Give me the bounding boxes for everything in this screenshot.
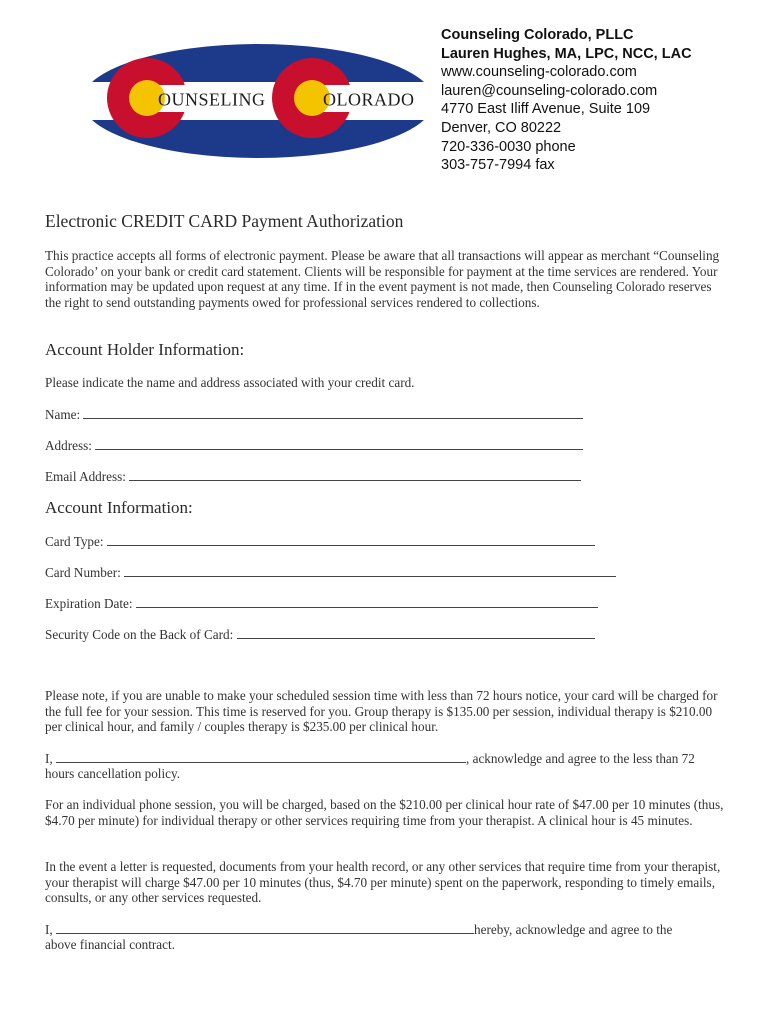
email-field[interactable]: [45, 468, 581, 485]
expiration-line[interactable]: [136, 595, 598, 608]
email-link[interactable]: lauren@counseling-colorado.com: [441, 82, 658, 99]
security-code-line[interactable]: [237, 626, 595, 639]
ack1-continuation: hours cancellation policy.: [45, 766, 181, 781]
ack2-suffix: hereby, acknowledge and agree to the: [474, 922, 673, 937]
name-line[interactable]: [83, 406, 583, 419]
ack-financial-field[interactable]: [45, 921, 672, 938]
email-label: Email Address:: [45, 469, 126, 484]
logo-word-1: OUNSELING: [158, 89, 266, 110]
ack1-prefix: I,: [45, 751, 53, 766]
card-number-field[interactable]: [45, 564, 616, 581]
form-title: Electronic CREDIT CARD Payment Authorization: [45, 211, 404, 231]
expiration-field[interactable]: [45, 595, 598, 612]
card-number-label: Card Number:: [45, 565, 121, 580]
card-type-label: Card Type:: [45, 534, 104, 549]
letter-paragraph: In the event a letter is requested, documents from your health record, or any other services that require time from your therapist, your therapist will charge $47.00 per 10 minutes (thus, $4.70 per minute) spent on the paperwork, responding to timely emails, consults, or any other services requested.: [45, 859, 721, 906]
expiration-label: Expiration Date:: [45, 596, 133, 611]
account-holder-heading: Account Holder Information:: [45, 340, 245, 359]
name-field[interactable]: [45, 406, 583, 423]
contact-block: [441, 26, 692, 175]
address-field[interactable]: [45, 437, 583, 454]
phone-session-paragraph: For an individual phone session, you will be charged, based on the $210.00 per clinical hour rate of $47.00 per 10 minutes (thus, $4.70 per minute) for individual therapy or other services requiring time from your therapist. A clinical hour is 45 minutes.: [45, 797, 724, 828]
ack1-suffix: , acknowledge and agree to the less than 72: [466, 751, 695, 766]
intro-paragraph: This practice accepts all forms of electronic payment. Please be aware that all transactions will appear as merchant “Counseling Colorado’ on your bank or credit card statement. Clients will be responsible for payment at the time services are rendered. Your information may be updated upon request at any time. If in the event payment is not made, then Counseling Colorado reserves the right to send outstanding payments owed for professional services rendered to collections.: [45, 248, 720, 310]
email-line[interactable]: [129, 468, 581, 481]
logo-word-2: OLORADO: [323, 89, 415, 110]
card-number-line[interactable]: [124, 564, 616, 577]
card-type-line[interactable]: [107, 533, 595, 546]
security-code-label: Security Code on the Back of Card:: [45, 627, 234, 642]
account-info-heading: Account Information:: [45, 498, 193, 517]
card-type-field[interactable]: [45, 533, 595, 550]
address-line-2: Denver, CO 80222: [441, 119, 562, 136]
security-code-field[interactable]: [45, 626, 595, 643]
holder-instruction: Please indicate the name and address associated with your credit card.: [45, 375, 415, 390]
therapist-name: Lauren Hughes, MA, LPC, NCC, LAC: [441, 45, 692, 62]
phone-number: 720-336-0030 phone: [441, 138, 576, 155]
name-label: Name:: [45, 407, 81, 422]
website-link[interactable]: www.counseling-colorado.com: [441, 64, 637, 81]
cancellation-note: Please note, if you are unable to make your scheduled session time with less than 72 hours notice, your card will be charged for the full fee for your session. This time is reserved for you. Group therapy is $135.00 per session, individual therapy is $210.00 per clinical hour, and family / couples therapy is $235.00 per clinical hour.: [45, 688, 718, 735]
address-label: Address:: [45, 438, 92, 453]
counseling-colorado-logo: [80, 42, 436, 160]
ack2-prefix: I,: [45, 922, 53, 937]
org-name: Counseling Colorado, PLLC: [441, 27, 634, 43]
ack2-continuation: above financial contract.: [45, 937, 175, 952]
ack2-signature-line[interactable]: [56, 921, 474, 934]
fax-number: 303-757-7994 fax: [441, 157, 555, 174]
ack1-signature-line[interactable]: [56, 750, 466, 763]
address-line[interactable]: [95, 437, 583, 450]
address-line-1: 4770 East Iliff Avenue, Suite 109: [441, 101, 651, 118]
ack-cancellation-field[interactable]: [45, 750, 695, 767]
